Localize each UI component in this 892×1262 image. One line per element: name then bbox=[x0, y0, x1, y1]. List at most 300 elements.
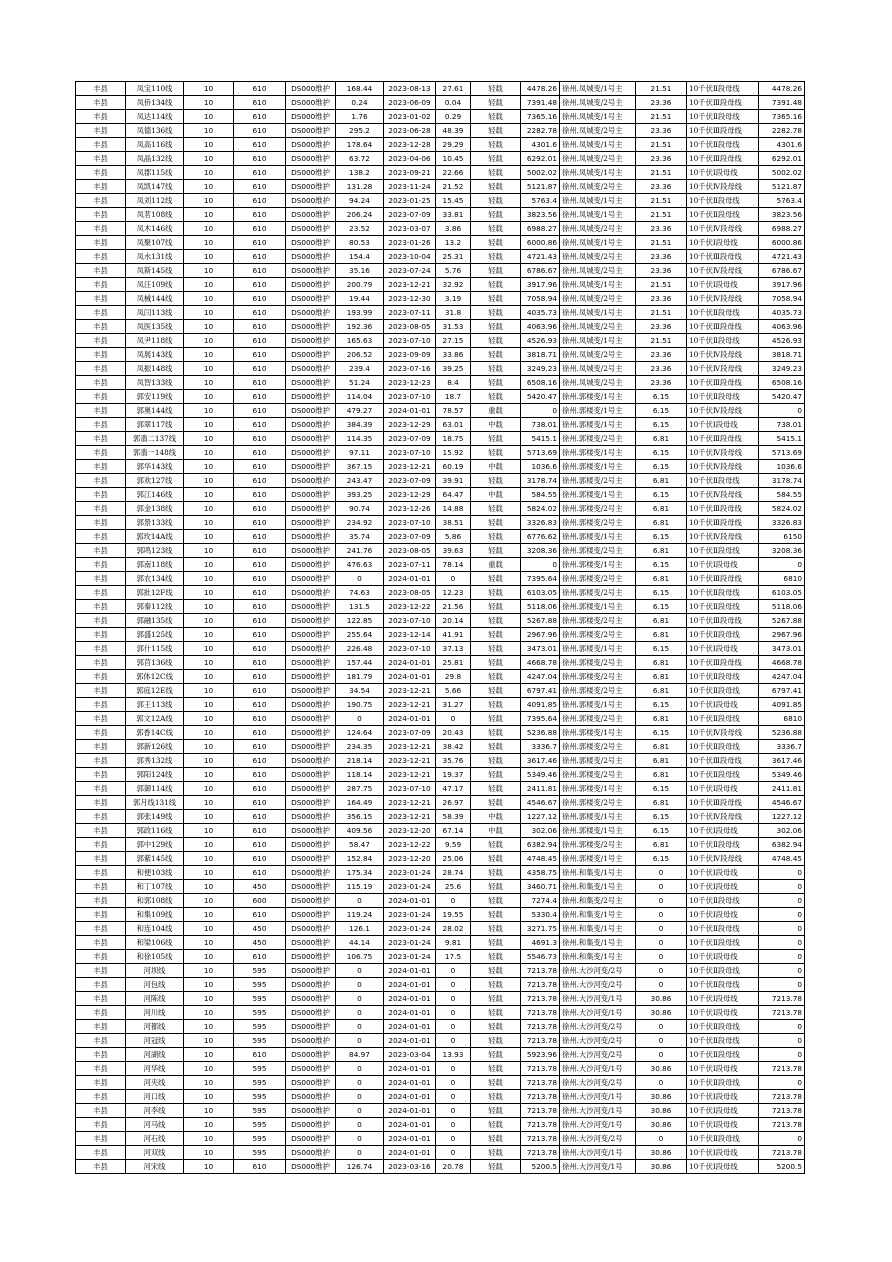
cell-transformer-rate: 21.51 bbox=[636, 166, 687, 180]
cell-transformer-rate: 6.81 bbox=[636, 740, 687, 754]
cell-transformer: 徐州.郭楼变/1号主 bbox=[560, 726, 636, 740]
cell-date: 2024-01-01 bbox=[384, 1146, 436, 1160]
cell-busbar: 10千伏Ⅳ段母线 bbox=[687, 404, 759, 418]
cell-transformer: 徐州.和集变/1号主 bbox=[560, 866, 636, 880]
cell-line-name: 郭农134线 bbox=[126, 572, 184, 586]
cell-date: 2024-01-01 bbox=[384, 978, 436, 992]
cell-load-rate: 0 bbox=[436, 964, 471, 978]
cell-available-capacity: 738.01 bbox=[759, 418, 805, 432]
cell-equipment: DS000维护 bbox=[286, 866, 336, 880]
cell-rated-current: 610 bbox=[234, 390, 286, 404]
cell-load-status: 轻载 bbox=[471, 1118, 521, 1132]
cell-county: 丰县 bbox=[76, 936, 126, 950]
cell-transformer-rate: 6.81 bbox=[636, 754, 687, 768]
cell-voltage: 10 bbox=[184, 586, 234, 600]
cell-transformer-rate: 6.15 bbox=[636, 418, 687, 432]
cell-rated-current: 610 bbox=[234, 110, 286, 124]
cell-max-current: 1.76 bbox=[336, 110, 384, 124]
cell-transformer: 徐州.大沙河变/1号 bbox=[560, 1006, 636, 1020]
cell-transformer-rate: 21.51 bbox=[636, 138, 687, 152]
cell-load-status: 轻载 bbox=[471, 768, 521, 782]
cell-load-status: 轻载 bbox=[471, 292, 521, 306]
cell-date: 2023-12-22 bbox=[384, 600, 436, 614]
cell-county: 丰县 bbox=[76, 600, 126, 614]
cell-date: 2023-12-30 bbox=[384, 292, 436, 306]
cell-max-current: 409.56 bbox=[336, 824, 384, 838]
cell-county: 丰县 bbox=[76, 1104, 126, 1118]
cell-equipment: DS000维护 bbox=[286, 1104, 336, 1118]
cell-voltage: 10 bbox=[184, 684, 234, 698]
cell-transformer-rate: 0 bbox=[636, 1048, 687, 1062]
cell-date: 2023-12-20 bbox=[384, 824, 436, 838]
cell-load-status: 轻载 bbox=[471, 1076, 521, 1090]
cell-busbar: 10千伏Ⅱ段母线 bbox=[687, 82, 759, 96]
cell-line-name: 凤达114线 bbox=[126, 110, 184, 124]
table-row bbox=[76, 334, 805, 348]
cell-max-current: 0 bbox=[336, 1076, 384, 1090]
cell-margin: 3818.71 bbox=[521, 348, 560, 362]
cell-date: 2023-01-26 bbox=[384, 236, 436, 250]
cell-equipment: DS000维护 bbox=[286, 964, 336, 978]
cell-transformer: 徐州.和集变/1号主 bbox=[560, 880, 636, 894]
cell-available-capacity: 3178.74 bbox=[759, 474, 805, 488]
cell-available-capacity: 3617.46 bbox=[759, 754, 805, 768]
cell-date: 2023-12-22 bbox=[384, 838, 436, 852]
cell-voltage: 10 bbox=[184, 1104, 234, 1118]
cell-transformer: 徐州.郭楼变/1号主 bbox=[560, 698, 636, 712]
cell-rated-current: 610 bbox=[234, 754, 286, 768]
cell-line-name: 郭秀132线 bbox=[126, 754, 184, 768]
cell-available-capacity: 6103.05 bbox=[759, 586, 805, 600]
cell-load-status: 中载 bbox=[471, 418, 521, 432]
cell-voltage: 10 bbox=[184, 1090, 234, 1104]
cell-max-current: 178.64 bbox=[336, 138, 384, 152]
cell-date: 2024-01-01 bbox=[384, 964, 436, 978]
cell-transformer-rate: 21.51 bbox=[636, 208, 687, 222]
cell-rated-current: 610 bbox=[234, 782, 286, 796]
cell-busbar: 10千伏Ⅰ段母线 bbox=[687, 236, 759, 250]
cell-load-rate: 47.17 bbox=[436, 782, 471, 796]
cell-rated-current: 610 bbox=[234, 138, 286, 152]
cell-available-capacity: 0 bbox=[759, 936, 805, 950]
cell-line-name: 郭江146线 bbox=[126, 488, 184, 502]
cell-load-rate: 5.76 bbox=[436, 264, 471, 278]
cell-date: 2023-12-14 bbox=[384, 628, 436, 642]
cell-date: 2023-01-24 bbox=[384, 866, 436, 880]
cell-load-status: 轻载 bbox=[471, 124, 521, 138]
cell-transformer: 徐州.郭楼变/1号主 bbox=[560, 418, 636, 432]
table-row bbox=[76, 446, 805, 460]
cell-voltage: 10 bbox=[184, 96, 234, 110]
cell-transformer: 徐州.郭楼变/2号主 bbox=[560, 614, 636, 628]
cell-equipment: DS000维护 bbox=[286, 908, 336, 922]
cell-transformer-rate: 6.15 bbox=[636, 726, 687, 740]
cell-transformer: 徐州.凤城变/2号主 bbox=[560, 320, 636, 334]
cell-busbar: 10千伏Ⅳ段母线 bbox=[687, 726, 759, 740]
cell-county: 丰县 bbox=[76, 558, 126, 572]
cell-load-status: 轻载 bbox=[471, 796, 521, 810]
cell-margin: 0 bbox=[521, 558, 560, 572]
cell-voltage: 10 bbox=[184, 964, 234, 978]
cell-available-capacity: 6797.41 bbox=[759, 684, 805, 698]
cell-transformer: 徐州.凤城变/1号主 bbox=[560, 208, 636, 222]
cell-load-rate: 14.88 bbox=[436, 502, 471, 516]
cell-available-capacity: 6382.94 bbox=[759, 838, 805, 852]
cell-transformer-rate: 23.36 bbox=[636, 264, 687, 278]
cell-transformer: 徐州.和集变/1号主 bbox=[560, 936, 636, 950]
cell-date: 2023-07-16 bbox=[384, 362, 436, 376]
table-row bbox=[76, 96, 805, 110]
cell-load-rate: 25.06 bbox=[436, 852, 471, 866]
cell-load-rate: 0 bbox=[436, 1006, 471, 1020]
cell-date: 2023-12-21 bbox=[384, 278, 436, 292]
cell-date: 2024-01-01 bbox=[384, 1034, 436, 1048]
cell-available-capacity: 5121.87 bbox=[759, 180, 805, 194]
cell-rated-current: 610 bbox=[234, 348, 286, 362]
cell-date: 2023-01-24 bbox=[384, 950, 436, 964]
cell-line-name: 郭庭12E线 bbox=[126, 684, 184, 698]
cell-load-rate: 28.02 bbox=[436, 922, 471, 936]
cell-transformer: 徐州.凤城变/1号主 bbox=[560, 334, 636, 348]
cell-load-rate: 15.45 bbox=[436, 194, 471, 208]
cell-margin: 2411.81 bbox=[521, 782, 560, 796]
cell-rated-current: 610 bbox=[234, 222, 286, 236]
cell-county: 丰县 bbox=[76, 516, 126, 530]
cell-date: 2024-01-01 bbox=[384, 1006, 436, 1020]
cell-voltage: 10 bbox=[184, 488, 234, 502]
cell-equipment: DS000维护 bbox=[286, 782, 336, 796]
cell-voltage: 10 bbox=[184, 796, 234, 810]
cell-load-status: 轻载 bbox=[471, 838, 521, 852]
cell-margin: 7058.94 bbox=[521, 292, 560, 306]
cell-rated-current: 595 bbox=[234, 1006, 286, 1020]
cell-available-capacity: 0 bbox=[759, 894, 805, 908]
cell-load-rate: 9.81 bbox=[436, 936, 471, 950]
table-row bbox=[76, 754, 805, 768]
cell-county: 丰县 bbox=[76, 992, 126, 1006]
cell-load-status: 轻载 bbox=[471, 390, 521, 404]
cell-load-rate: 19.55 bbox=[436, 908, 471, 922]
table-row bbox=[76, 124, 805, 138]
cell-margin: 5236.88 bbox=[521, 726, 560, 740]
cell-transformer-rate: 23.36 bbox=[636, 222, 687, 236]
cell-county: 丰县 bbox=[76, 222, 126, 236]
table-row bbox=[76, 166, 805, 180]
cell-date: 2024-01-01 bbox=[384, 1076, 436, 1090]
cell-date: 2024-01-01 bbox=[384, 1118, 436, 1132]
cell-busbar: 10千伏Ⅲ段母线 bbox=[687, 754, 759, 768]
cell-voltage: 10 bbox=[184, 222, 234, 236]
cell-margin: 4478.26 bbox=[521, 82, 560, 96]
cell-line-name: 凤械144线 bbox=[126, 292, 184, 306]
cell-transformer: 徐州.和集变/2号主 bbox=[560, 894, 636, 908]
cell-date: 2023-06-09 bbox=[384, 96, 436, 110]
cell-rated-current: 610 bbox=[234, 768, 286, 782]
cell-transformer-rate: 6.15 bbox=[636, 782, 687, 796]
cell-date: 2023-08-05 bbox=[384, 320, 436, 334]
cell-transformer: 徐州.郭楼变/2号主 bbox=[560, 754, 636, 768]
cell-rated-current: 610 bbox=[234, 236, 286, 250]
cell-transformer: 徐州.凤城变/1号主 bbox=[560, 194, 636, 208]
table-row bbox=[76, 656, 805, 670]
cell-equipment: DS000维护 bbox=[286, 292, 336, 306]
cell-available-capacity: 0 bbox=[759, 880, 805, 894]
cell-load-status: 轻载 bbox=[471, 250, 521, 264]
cell-equipment: DS000维护 bbox=[286, 138, 336, 152]
cell-available-capacity: 6508.16 bbox=[759, 376, 805, 390]
cell-voltage: 10 bbox=[184, 376, 234, 390]
cell-max-current: 190.75 bbox=[336, 698, 384, 712]
cell-load-rate: 5.86 bbox=[436, 530, 471, 544]
cell-transformer: 徐州.凤城变/1号主 bbox=[560, 110, 636, 124]
cell-line-name: 和梁106线 bbox=[126, 936, 184, 950]
cell-line-name: 郭苜136线 bbox=[126, 656, 184, 670]
table-row bbox=[76, 740, 805, 754]
cell-max-current: 44.14 bbox=[336, 936, 384, 950]
cell-max-current: 23.52 bbox=[336, 222, 384, 236]
cell-transformer-rate: 21.51 bbox=[636, 110, 687, 124]
cell-busbar: 10千伏Ⅲ段母线 bbox=[687, 572, 759, 586]
table-row bbox=[76, 278, 805, 292]
cell-transformer-rate: 30.86 bbox=[636, 1062, 687, 1076]
cell-voltage: 10 bbox=[184, 1118, 234, 1132]
cell-line-name: 凤汪109线 bbox=[126, 278, 184, 292]
cell-load-rate: 17.5 bbox=[436, 950, 471, 964]
cell-margin: 738.01 bbox=[521, 418, 560, 432]
cell-equipment: DS000维护 bbox=[286, 754, 336, 768]
cell-load-rate: 37.13 bbox=[436, 642, 471, 656]
cell-transformer-rate: 6.15 bbox=[636, 488, 687, 502]
cell-county: 丰县 bbox=[76, 194, 126, 208]
cell-voltage: 10 bbox=[184, 670, 234, 684]
cell-voltage: 10 bbox=[184, 1020, 234, 1034]
cell-date: 2023-07-09 bbox=[384, 208, 436, 222]
table-row bbox=[76, 488, 805, 502]
cell-load-rate: 29.8 bbox=[436, 670, 471, 684]
cell-voltage: 10 bbox=[184, 572, 234, 586]
cell-available-capacity: 3208.36 bbox=[759, 544, 805, 558]
cell-line-name: 河包线 bbox=[126, 978, 184, 992]
cell-rated-current: 610 bbox=[234, 96, 286, 110]
cell-equipment: DS000维护 bbox=[286, 824, 336, 838]
cell-load-status: 轻载 bbox=[471, 320, 521, 334]
table-row bbox=[76, 684, 805, 698]
table-row bbox=[76, 110, 805, 124]
cell-rated-current: 610 bbox=[234, 152, 286, 166]
cell-load-rate: 15.92 bbox=[436, 446, 471, 460]
cell-available-capacity: 5267.88 bbox=[759, 614, 805, 628]
cell-line-name: 凤德136线 bbox=[126, 124, 184, 138]
cell-voltage: 10 bbox=[184, 614, 234, 628]
cell-voltage: 10 bbox=[184, 712, 234, 726]
cell-transformer: 徐州.郭楼变/1号主 bbox=[560, 404, 636, 418]
cell-busbar: 10千伏Ⅲ段母线 bbox=[687, 502, 759, 516]
cell-margin: 6776.62 bbox=[521, 530, 560, 544]
cell-margin: 7213.78 bbox=[521, 1076, 560, 1090]
cell-load-status: 轻载 bbox=[471, 600, 521, 614]
cell-load-status: 轻载 bbox=[471, 264, 521, 278]
cell-voltage: 10 bbox=[184, 558, 234, 572]
cell-margin: 6103.05 bbox=[521, 586, 560, 600]
cell-date: 2023-12-21 bbox=[384, 796, 436, 810]
cell-busbar: 10千伏Ⅱ段母线 bbox=[687, 208, 759, 222]
cell-county: 丰县 bbox=[76, 502, 126, 516]
cell-county: 丰县 bbox=[76, 978, 126, 992]
cell-load-rate: 0 bbox=[436, 1062, 471, 1076]
cell-rated-current: 595 bbox=[234, 1034, 286, 1048]
cell-margin: 2282.78 bbox=[521, 124, 560, 138]
cell-transformer-rate: 30.86 bbox=[636, 1146, 687, 1160]
cell-available-capacity: 0 bbox=[759, 1132, 805, 1146]
cell-load-rate: 0 bbox=[436, 1034, 471, 1048]
cell-load-status: 中载 bbox=[471, 824, 521, 838]
cell-transformer: 徐州.大沙河变/2号 bbox=[560, 1020, 636, 1034]
cell-load-rate: 78.57 bbox=[436, 404, 471, 418]
cell-load-rate: 0.29 bbox=[436, 110, 471, 124]
cell-available-capacity: 7213.78 bbox=[759, 1090, 805, 1104]
cell-rated-current: 610 bbox=[234, 740, 286, 754]
cell-transformer: 徐州.郭楼变/2号主 bbox=[560, 516, 636, 530]
cell-max-current: 193.99 bbox=[336, 306, 384, 320]
cell-date: 2024-01-01 bbox=[384, 1062, 436, 1076]
cell-county: 丰县 bbox=[76, 1020, 126, 1034]
cell-rated-current: 610 bbox=[234, 684, 286, 698]
cell-transformer-rate: 30.86 bbox=[636, 992, 687, 1006]
cell-max-current: 226.48 bbox=[336, 642, 384, 656]
cell-transformer: 徐州.郭楼变/2号主 bbox=[560, 502, 636, 516]
cell-load-rate: 0 bbox=[436, 978, 471, 992]
cell-available-capacity: 302.06 bbox=[759, 824, 805, 838]
cell-busbar: 10千伏Ⅱ段母线 bbox=[687, 390, 759, 404]
cell-busbar: 10千伏Ⅰ段母线 bbox=[687, 642, 759, 656]
cell-margin: 7213.78 bbox=[521, 1104, 560, 1118]
table-row bbox=[76, 936, 805, 950]
table-row bbox=[76, 572, 805, 586]
cell-max-current: 80.53 bbox=[336, 236, 384, 250]
cell-transformer-rate: 0 bbox=[636, 936, 687, 950]
cell-transformer-rate: 21.51 bbox=[636, 278, 687, 292]
table-row bbox=[76, 894, 805, 908]
cell-available-capacity: 7213.78 bbox=[759, 1006, 805, 1020]
cell-date: 2024-01-01 bbox=[384, 1090, 436, 1104]
cell-rated-current: 610 bbox=[234, 502, 286, 516]
cell-county: 丰县 bbox=[76, 1118, 126, 1132]
cell-load-status: 轻载 bbox=[471, 306, 521, 320]
cell-rated-current: 610 bbox=[234, 572, 286, 586]
cell-equipment: DS000维护 bbox=[286, 502, 336, 516]
cell-load-rate: 0 bbox=[436, 572, 471, 586]
table-row bbox=[76, 558, 805, 572]
cell-date: 2023-03-16 bbox=[384, 1160, 436, 1174]
cell-margin: 5200.5 bbox=[521, 1160, 560, 1174]
cell-busbar: 10千伏Ⅰ段母线 bbox=[687, 782, 759, 796]
cell-rated-current: 450 bbox=[234, 936, 286, 950]
cell-county: 丰县 bbox=[76, 348, 126, 362]
cell-margin: 7213.78 bbox=[521, 992, 560, 1006]
table-row bbox=[76, 614, 805, 628]
cell-busbar: 10千伏Ⅲ段母线 bbox=[687, 614, 759, 628]
cell-line-name: 河夹线 bbox=[126, 1076, 184, 1090]
cell-rated-current: 610 bbox=[234, 558, 286, 572]
cell-busbar: 10千伏Ⅲ段母线 bbox=[687, 432, 759, 446]
cell-county: 丰县 bbox=[76, 642, 126, 656]
cell-busbar: 10千伏Ⅱ段母线 bbox=[687, 684, 759, 698]
cell-line-name: 凤茗108线 bbox=[126, 208, 184, 222]
cell-equipment: DS000维护 bbox=[286, 110, 336, 124]
cell-load-rate: 25.6 bbox=[436, 880, 471, 894]
table-row bbox=[76, 698, 805, 712]
cell-busbar: 10千伏Ⅰ段母线 bbox=[687, 1090, 759, 1104]
cell-transformer-rate: 6.81 bbox=[636, 516, 687, 530]
cell-transformer: 徐州.郭楼变/2号主 bbox=[560, 768, 636, 782]
cell-margin: 7213.78 bbox=[521, 1118, 560, 1132]
cell-load-rate: 22.66 bbox=[436, 166, 471, 180]
cell-margin: 5763.4 bbox=[521, 194, 560, 208]
cell-max-current: 34.54 bbox=[336, 684, 384, 698]
cell-transformer-rate: 0 bbox=[636, 964, 687, 978]
cell-county: 丰县 bbox=[76, 390, 126, 404]
cell-max-current: 479.27 bbox=[336, 404, 384, 418]
cell-line-name: 河石线 bbox=[126, 1132, 184, 1146]
cell-date: 2023-07-10 bbox=[384, 782, 436, 796]
cell-transformer: 徐州.郭楼变/1号主 bbox=[560, 852, 636, 866]
cell-transformer-rate: 6.15 bbox=[636, 586, 687, 600]
table-row bbox=[76, 320, 805, 334]
cell-equipment: DS000维护 bbox=[286, 166, 336, 180]
cell-busbar: 10千伏Ⅰ段母线 bbox=[687, 866, 759, 880]
cell-load-rate: 63.01 bbox=[436, 418, 471, 432]
cell-county: 丰县 bbox=[76, 866, 126, 880]
cell-busbar: 10千伏Ⅳ段母线 bbox=[687, 348, 759, 362]
cell-available-capacity: 4091.85 bbox=[759, 698, 805, 712]
cell-available-capacity: 7213.78 bbox=[759, 1118, 805, 1132]
cell-date: 2023-07-10 bbox=[384, 446, 436, 460]
cell-voltage: 10 bbox=[184, 656, 234, 670]
cell-equipment: DS000维护 bbox=[286, 726, 336, 740]
cell-transformer-rate: 6.15 bbox=[636, 404, 687, 418]
cell-voltage: 10 bbox=[184, 502, 234, 516]
cell-line-name: 郭阳124线 bbox=[126, 768, 184, 782]
cell-county: 丰县 bbox=[76, 754, 126, 768]
cell-voltage: 10 bbox=[184, 1034, 234, 1048]
cell-transformer: 徐州.大沙河变/2号 bbox=[560, 978, 636, 992]
cell-max-current: 218.14 bbox=[336, 754, 384, 768]
cell-margin: 5824.02 bbox=[521, 502, 560, 516]
cell-county: 丰县 bbox=[76, 1034, 126, 1048]
cell-county: 丰县 bbox=[76, 446, 126, 460]
cell-margin: 3326.83 bbox=[521, 516, 560, 530]
cell-load-status: 轻载 bbox=[471, 278, 521, 292]
cell-county: 丰县 bbox=[76, 656, 126, 670]
cell-transformer-rate: 6.15 bbox=[636, 698, 687, 712]
cell-county: 丰县 bbox=[76, 950, 126, 964]
cell-rated-current: 610 bbox=[234, 1048, 286, 1062]
cell-voltage: 10 bbox=[184, 894, 234, 908]
cell-rated-current: 610 bbox=[234, 376, 286, 390]
cell-margin: 7213.78 bbox=[521, 1020, 560, 1034]
cell-transformer-rate: 6.15 bbox=[636, 446, 687, 460]
table-row bbox=[76, 306, 805, 320]
cell-line-name: 郭景133线 bbox=[126, 516, 184, 530]
cell-date: 2023-12-23 bbox=[384, 376, 436, 390]
cell-equipment: DS000维护 bbox=[286, 922, 336, 936]
cell-busbar: 10千伏Ⅰ段母线 bbox=[687, 166, 759, 180]
cell-transformer: 徐州.郭楼变/1号主 bbox=[560, 600, 636, 614]
cell-load-status: 轻载 bbox=[471, 642, 521, 656]
cell-available-capacity: 7391.48 bbox=[759, 96, 805, 110]
cell-available-capacity: 5824.02 bbox=[759, 502, 805, 516]
cell-load-status: 中载 bbox=[471, 488, 521, 502]
